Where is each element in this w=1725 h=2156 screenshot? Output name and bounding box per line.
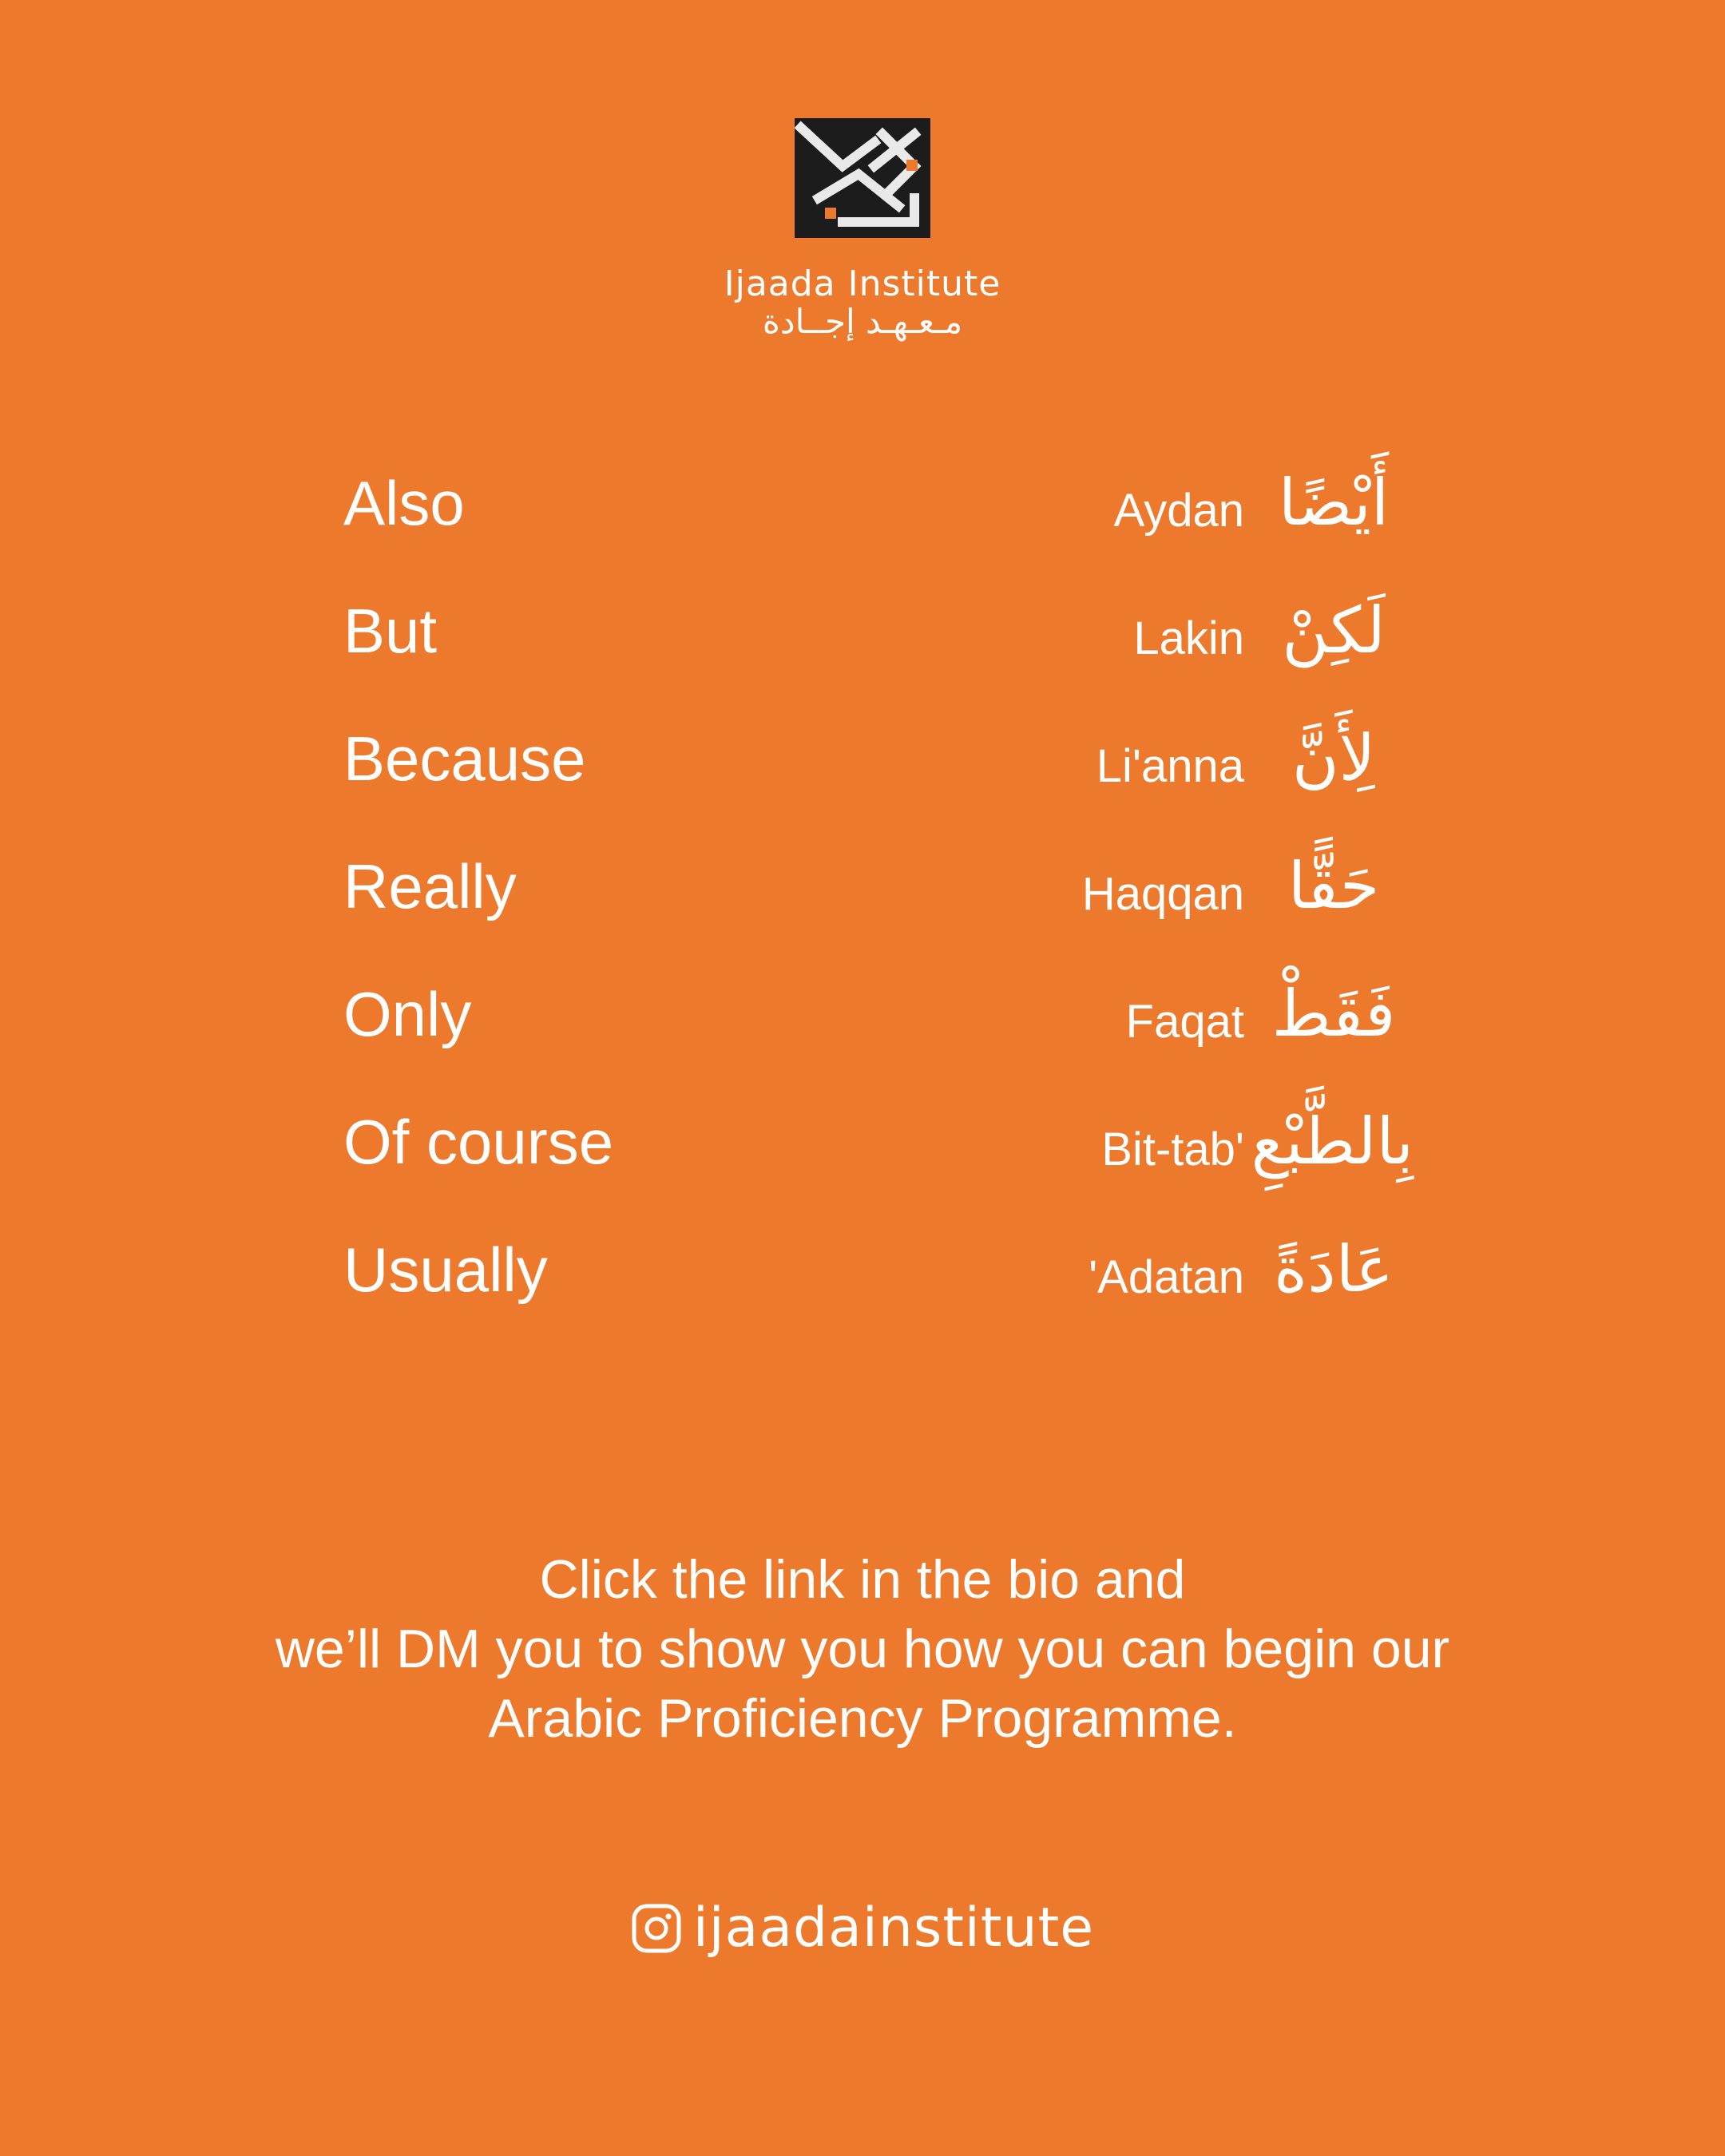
transliteration: 'Adatan bbox=[1089, 1251, 1244, 1303]
vocab-row bbox=[0, 463, 1725, 591]
arabic-word: حَقًّا bbox=[1287, 849, 1380, 923]
arabic-word: فَقَطْ bbox=[1271, 977, 1396, 1051]
english-word: But bbox=[343, 596, 438, 666]
vocab-row bbox=[0, 1230, 1725, 1357]
english-word: Also bbox=[343, 468, 465, 538]
transliteration: Aydan bbox=[1113, 485, 1244, 537]
transliteration: Haqqan bbox=[1081, 868, 1244, 920]
vocab-row bbox=[0, 974, 1725, 1102]
instagram-handle[interactable] bbox=[0, 1896, 1725, 1960]
brand-name-english: Ijaada Institute bbox=[724, 264, 1001, 304]
transliteration: Li'anna bbox=[1096, 740, 1244, 792]
ijaada-logo-icon bbox=[795, 118, 930, 238]
instagram-icon bbox=[631, 1903, 682, 1954]
arabic-word: عَادَةً bbox=[1274, 1232, 1394, 1306]
handle-text: ijaadainstitute bbox=[692, 1896, 1095, 1960]
english-word: Usually bbox=[343, 1235, 548, 1305]
vocab-row bbox=[0, 591, 1725, 719]
english-word: Because bbox=[343, 723, 586, 794]
cta-line: we’ll DM you to show you how you can begin our bbox=[275, 1619, 1450, 1679]
english-word: Of course bbox=[343, 1107, 614, 1177]
english-word: Really bbox=[343, 851, 517, 921]
arabic-word: أَيْضًا bbox=[1278, 466, 1390, 540]
vocab-row bbox=[0, 1102, 1725, 1230]
cta-line: Arabic Proficiency Programme. bbox=[488, 1688, 1237, 1749]
arabic-word: لَكِنْ bbox=[1282, 593, 1386, 668]
english-word: Only bbox=[343, 979, 472, 1049]
vocab-row bbox=[0, 719, 1725, 846]
arabic-word: لِأَنَّ bbox=[1291, 721, 1376, 795]
vocab-row bbox=[0, 846, 1725, 974]
transliteration: Lakin bbox=[1133, 612, 1244, 664]
transliteration: Faqat bbox=[1125, 996, 1244, 1048]
call-to-action bbox=[0, 1545, 1725, 1754]
transliteration: Bit-tab' bbox=[1101, 1124, 1244, 1175]
brand-name-arabic: مـعـهـد إجــادة bbox=[762, 302, 963, 341]
arabic-word: بِالطَّبْعِ bbox=[1251, 1104, 1414, 1179]
cta-line: Click the link in the bio and bbox=[539, 1549, 1186, 1610]
